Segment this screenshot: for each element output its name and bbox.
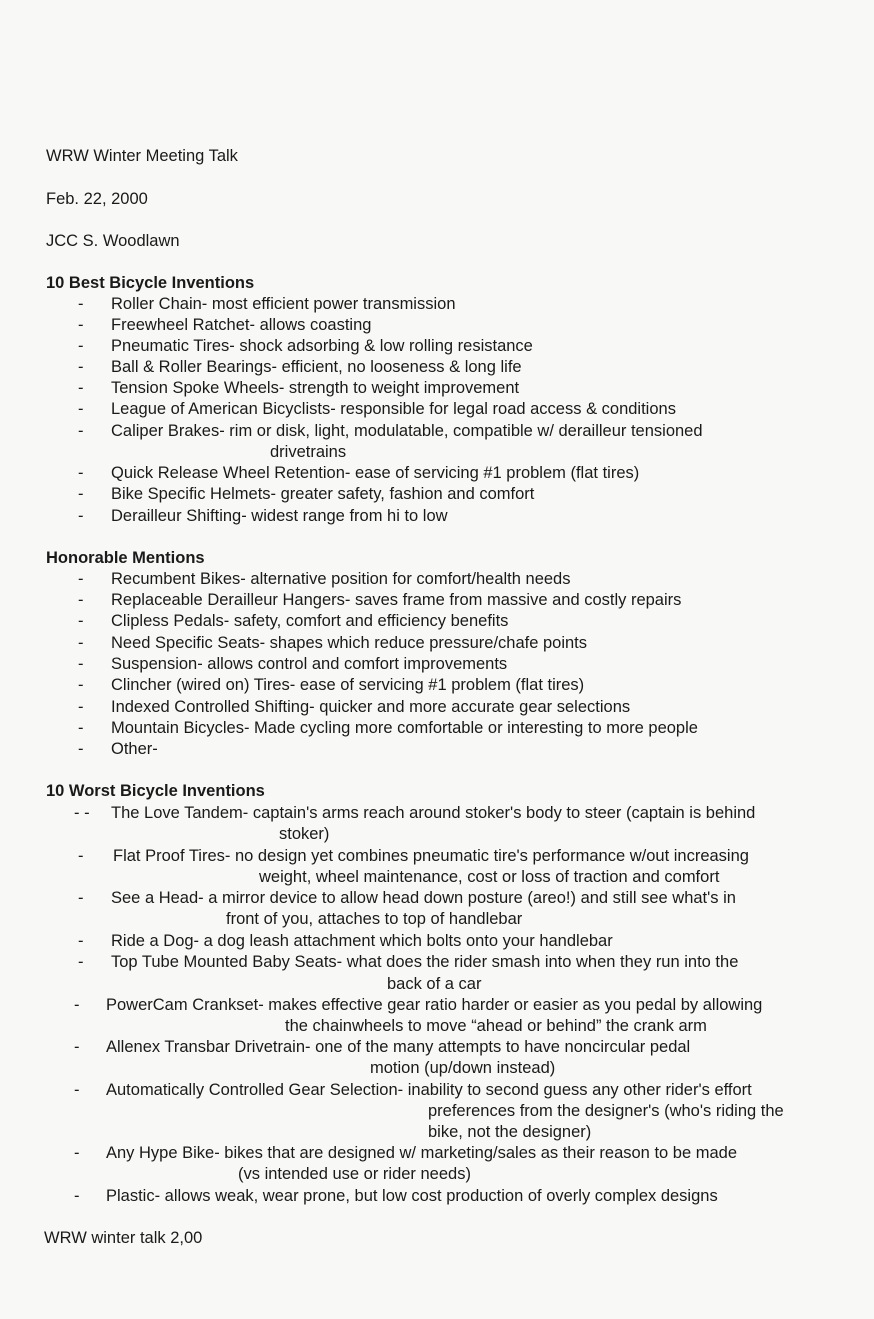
list-dash: -	[78, 295, 84, 313]
list-dash: -	[78, 847, 84, 865]
list-item: Flat Proof Tires- no design yet combines pneumatic tire's performance w/out increasing	[113, 847, 749, 865]
list-dash: - -	[74, 804, 90, 822]
list-item-continuation: weight, wheel maintenance, cost or loss of traction and comfort	[259, 868, 720, 886]
list-item: Mountain Bicycles- Made cycling more comfortable or interesting to more people	[111, 719, 698, 737]
list-item: Ride a Dog- a dog leash attachment which bolts onto your handlebar	[111, 932, 613, 950]
list-item: See a Head- a mirror device to allow head down posture (areo!) and still see what's in	[111, 889, 736, 907]
list-dash: -	[78, 612, 84, 630]
list-dash: -	[78, 591, 84, 609]
list-item: The Love Tandem- captain's arms reach around stoker's body to steer (captain is behind	[111, 804, 756, 822]
list-item: Any Hype Bike- bikes that are designed w/ marketing/sales as their reason to be made	[106, 1144, 737, 1162]
list-dash: -	[78, 932, 84, 950]
list-item-continuation: motion (up/down instead)	[370, 1059, 556, 1077]
list-item: PowerCam Crankset- makes effective gear ratio harder or easier as you pedal by allowing	[106, 996, 763, 1014]
list-dash: -	[78, 698, 84, 716]
list-dash: -	[78, 889, 84, 907]
list-dash: -	[74, 996, 80, 1014]
list-item: Replaceable Derailleur Hangers- saves frame from massive and costly repairs	[111, 591, 682, 609]
list-item-continuation: front of you, attaches to top of handlebar	[226, 910, 523, 928]
footer-note: WRW winter talk 2,00	[44, 1229, 203, 1247]
list-item: Other-	[111, 740, 158, 758]
best-inventions-heading: 10 Best Bicycle Inventions	[46, 274, 255, 292]
list-dash: -	[74, 1038, 80, 1056]
list-dash: -	[78, 358, 84, 376]
list-item: Quick Release Wheel Retention- ease of servicing #1 problem (flat tires)	[111, 464, 640, 482]
list-dash: -	[78, 337, 84, 355]
list-dash: -	[74, 1081, 80, 1099]
list-item: Suspension- allows control and comfort improvements	[111, 655, 508, 673]
list-item: Indexed Controlled Shifting- quicker and more accurate gear selections	[111, 698, 631, 716]
list-dash: -	[78, 400, 84, 418]
list-item: Freewheel Ratchet- allows coasting	[111, 316, 372, 334]
document-title: WRW Winter Meeting Talk	[46, 147, 238, 165]
list-dash: -	[78, 485, 84, 503]
list-dash: -	[78, 634, 84, 652]
list-dash: -	[78, 464, 84, 482]
list-item: Top Tube Mounted Baby Seats- what does the rider smash into when they run into the	[111, 953, 739, 971]
list-item-continuation: drivetrains	[270, 443, 347, 461]
list-item: Bike Specific Helmets- greater safety, fashion and comfort	[111, 485, 535, 503]
list-dash: -	[78, 316, 84, 334]
worst-inventions-heading: 10 Worst Bicycle Inventions	[46, 782, 265, 800]
list-dash: -	[78, 570, 84, 588]
list-item-continuation: stoker)	[279, 825, 330, 843]
list-item: Pneumatic Tires- shock adsorbing & low rolling resistance	[111, 337, 533, 355]
list-item: Roller Chain- most efficient power transmission	[111, 295, 456, 313]
list-dash: -	[78, 740, 84, 758]
list-dash: -	[74, 1144, 80, 1162]
list-dash: -	[78, 953, 84, 971]
document-date: Feb. 22, 2000	[46, 190, 148, 208]
honorable-mentions-heading: Honorable Mentions	[46, 549, 205, 567]
list-dash: -	[78, 507, 84, 525]
list-item-continuation: (vs intended use or rider needs)	[238, 1165, 471, 1183]
list-item: Need Specific Seats- shapes which reduce pressure/chafe points	[111, 634, 588, 652]
list-item: League of American Bicyclists- responsible for legal road access & conditions	[111, 400, 676, 418]
list-item: Plastic- allows weak, wear prone, but low cost production of overly complex designs	[106, 1187, 718, 1205]
list-item: Clincher (wired on) Tires- ease of servicing #1 problem (flat tires)	[111, 676, 585, 694]
list-item-continuation: preferences from the designer's (who's riding the	[428, 1102, 784, 1120]
list-item: Ball & Roller Bearings- efficient, no looseness & long life	[111, 358, 522, 376]
list-dash: -	[78, 719, 84, 737]
document-location: JCC S. Woodlawn	[46, 232, 180, 250]
list-dash: -	[74, 1187, 80, 1205]
list-dash: -	[78, 379, 84, 397]
list-item: Derailleur Shifting- widest range from hi to low	[111, 507, 448, 525]
list-dash: -	[78, 422, 84, 440]
list-item: Automatically Controlled Gear Selection- inability to second guess any other rider's effort	[106, 1081, 752, 1099]
list-item: Recumbent Bikes- alternative position for comfort/health needs	[111, 570, 571, 588]
list-item: Caliper Brakes- rim or disk, light, modulatable, compatible w/ derailleur tensioned	[111, 422, 703, 440]
list-item: Clipless Pedals- safety, comfort and efficiency benefits	[111, 612, 509, 630]
list-item-continuation: the chainwheels to move “ahead or behind” the crank arm	[285, 1017, 707, 1035]
list-item: Tension Spoke Wheels- strength to weight improvement	[111, 379, 520, 397]
list-item: Allenex Transbar Drivetrain- one of the many attempts to have noncircular pedal	[106, 1038, 691, 1056]
list-dash: -	[78, 655, 84, 673]
list-item-continuation: bike, not the designer)	[428, 1123, 592, 1141]
list-item-continuation: back of a car	[387, 975, 482, 993]
list-dash: -	[78, 676, 84, 694]
